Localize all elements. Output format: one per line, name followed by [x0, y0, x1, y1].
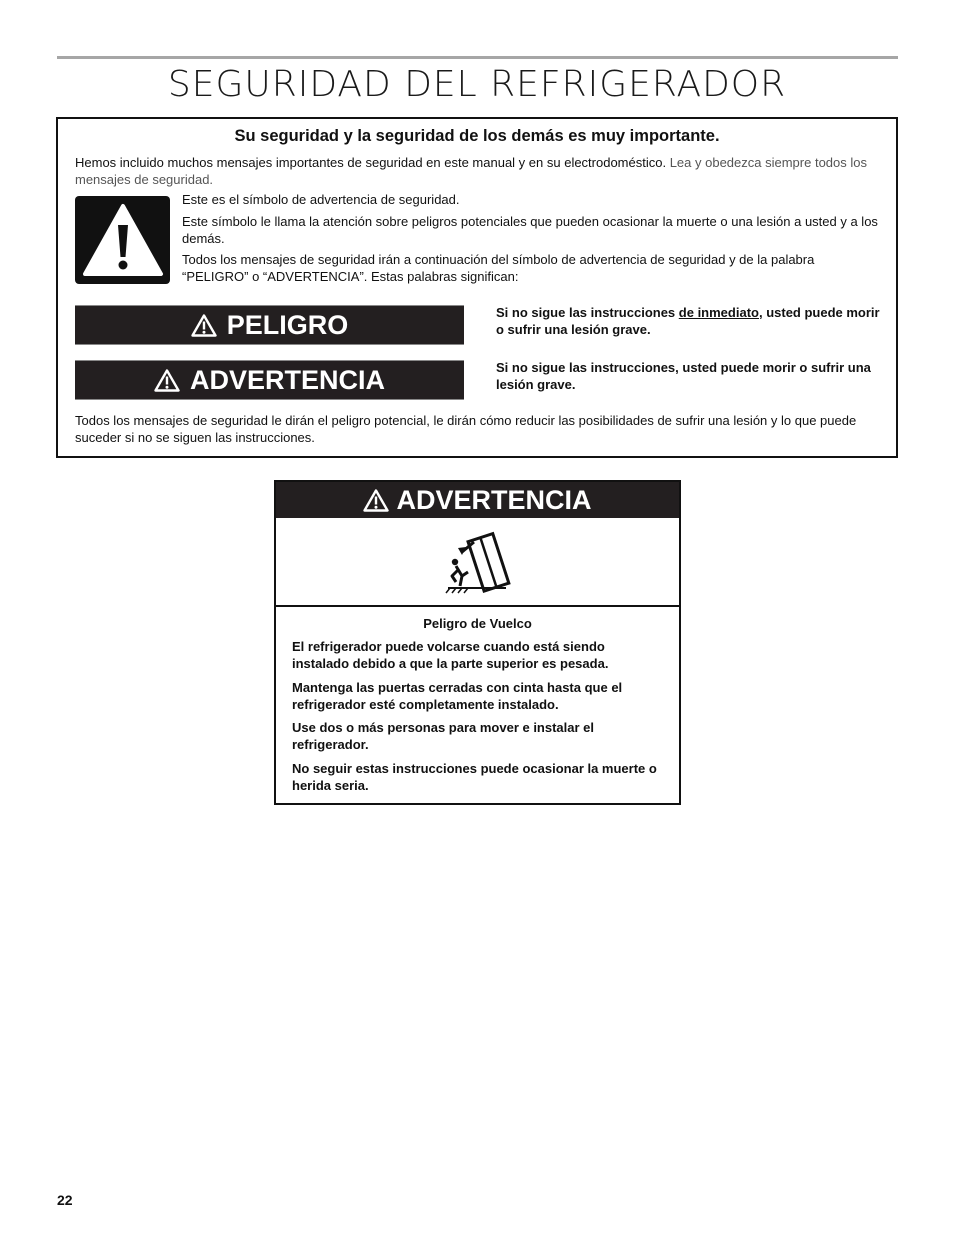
- advertencia-label: ADVERTENCIA: [189, 364, 385, 395]
- page-title: SEGURIDAD DEL REFRIGERADOR: [167, 64, 787, 105]
- peligro-meaning-start: Si no sigue las instrucciones: [496, 305, 679, 320]
- warning-triangle-icon: [363, 489, 389, 512]
- warning-paragraph: No seguir estas instrucciones puede ocasionar la muerte o herida seria.: [292, 761, 657, 793]
- symbol-line-3: Todos los mensajes de seguridad irán a continuación del símbolo de advertencia de seguridad y de la palabra “PELIGRO” o “ADVERTENCIA”. Estas palabras significan:: [182, 252, 815, 284]
- peligro-banner: [75, 305, 464, 345]
- warning-paragraph: Use dos o más personas para mover e instalar el refrigerador.: [292, 720, 595, 752]
- warning-divider: [276, 605, 679, 607]
- safety-footer: Todos los mensajes de seguridad le dirán el peligro potencial, le dirán cómo reducir las posibilidades de sufrir una lesión y lo que puede suceder si no se siguen las instrucciones.: [75, 413, 857, 445]
- warning-paragraph: Mantenga las puertas cerradas con cinta hasta que el refrigerador esté completamente instalado.: [292, 680, 623, 712]
- peligro-meaning: [496, 305, 881, 338]
- warning-paragraph: El refrigerador puede volcarse cuando está siendo instalado debido a que la parte superior es pesada.: [292, 639, 609, 671]
- warning-header-label: ADVERTENCIA: [396, 484, 592, 515]
- peligro-meaning-end: , usted puede morir o sufrir una lesión grave.: [496, 305, 880, 337]
- peligro-meaning-underlined: de inmediato: [678, 305, 759, 320]
- peligro-label: PELIGRO: [226, 309, 349, 340]
- page-number: 22: [57, 1192, 73, 1208]
- safety-alert-symbol-icon: [75, 196, 170, 284]
- warning-header: [276, 482, 679, 518]
- warning-triangle-icon: [154, 369, 180, 392]
- tip-over-hazard-icon: [444, 530, 514, 599]
- advertencia-banner: [75, 360, 464, 400]
- advertencia-meaning: Si no sigue las instrucciones, usted puede morir o sufrir una lesión grave.: [496, 360, 871, 392]
- symbol-line-2: Este símbolo le llama la atención sobre peligros potenciales que pueden ocasionar la muerte o una lesión a usted y a los demás.: [182, 214, 878, 246]
- safety-info-box: [56, 117, 898, 458]
- intro-part-2: Lea y obedezca siempre todos los mensajes de seguridad.: [75, 155, 867, 187]
- intro-part-1: Hemos incluido muchos mensajes importantes de seguridad en este manual y en su electrodoméstico.: [75, 155, 670, 170]
- tip-over-warning-box: [274, 480, 681, 805]
- safety-box-heading: Su seguridad y la seguridad de los demás es muy importante.: [234, 127, 720, 145]
- hazard-title: Peligro de Vuelco: [423, 616, 532, 631]
- symbol-line-1: Este es el símbolo de advertencia de seguridad.: [182, 192, 460, 207]
- warning-triangle-icon: [191, 314, 217, 337]
- safety-intro: [75, 155, 885, 188]
- top-rule: [57, 56, 898, 59]
